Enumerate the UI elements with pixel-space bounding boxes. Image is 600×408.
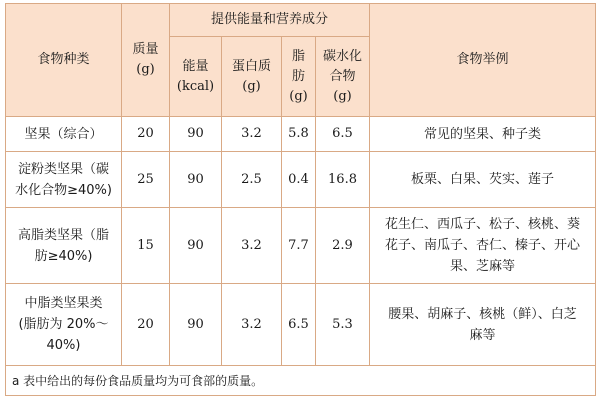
header-carb-line1: 碳水化 (323, 48, 363, 64)
row-category-line: 中脂类坚果类 (24, 296, 103, 311)
row-examples (370, 208, 596, 284)
header-category: 食物种类 (6, 4, 122, 117)
row-examples-line: 常见的坚果、种子类 (424, 126, 542, 142)
row-carb: 2.9 (316, 208, 370, 284)
row-fat: 0.4 (282, 152, 316, 208)
row-category-line: 坚果（综合） (24, 126, 103, 142)
row-energy: 90 (170, 117, 222, 152)
header-weight-label: 质量 (132, 42, 159, 57)
row-category (6, 208, 122, 284)
row-category-line: 40%) (46, 338, 81, 353)
row-examples-line: 腰果、胡麻子、核桃（鲜）、白芝 (388, 306, 577, 322)
header-fat-unit: (g) (289, 88, 308, 104)
row-fat: 6.5 (282, 284, 316, 366)
header-weight-unit: (g) (136, 62, 155, 77)
row-weight: 20 (122, 284, 170, 366)
nutrition-table-container (5, 3, 595, 405)
row-examples-line: 花生仁、西瓜子、松子、核桃、葵 (385, 217, 581, 232)
header-energy (170, 37, 222, 117)
row-examples-line: 麻等 (469, 327, 496, 343)
row-weight: 25 (122, 152, 170, 208)
row-protein: 3.2 (222, 117, 282, 152)
row-examples (370, 117, 596, 152)
header-carb (316, 37, 370, 117)
row-protein: 2.5 (222, 152, 282, 208)
header-fat-line1: 脂 (291, 48, 305, 64)
row-examples-line: 花子、南瓜子、杏仁、榛子、开心 (385, 238, 581, 253)
row-category-line: (脂肪为 20%～ (18, 317, 109, 332)
header-group: 提供能量和营养成分 (170, 4, 370, 37)
row-category-line: 淀粉类坚果（碳 (17, 161, 109, 177)
header-protein-unit: (g) (242, 78, 261, 94)
header-protein (222, 37, 282, 117)
row-energy: 90 (170, 152, 222, 208)
row-category-line: 高脂类坚果（脂 (17, 227, 109, 243)
row-weight: 15 (122, 208, 170, 284)
row-category (6, 152, 122, 208)
header-examples: 食物举例 (370, 4, 596, 117)
row-category-line: 肪≥40%) (34, 248, 93, 264)
row-energy: 90 (170, 208, 222, 284)
header-energy-unit: (kcal) (176, 78, 215, 94)
row-examples (370, 284, 596, 366)
row-protein: 3.2 (222, 284, 282, 366)
footnote-row (6, 366, 596, 396)
table-row (6, 208, 596, 284)
row-carb: 16.8 (316, 152, 370, 208)
row-fat: 5.8 (282, 117, 316, 152)
row-carb: 6.5 (316, 117, 370, 152)
header-fat (282, 37, 316, 117)
row-examples-line: 果、芝麻等 (450, 259, 516, 274)
row-carb: 5.3 (316, 284, 370, 366)
row-examples-line: 板栗、白果、芡实、莲子 (411, 172, 555, 187)
row-weight: 20 (122, 117, 170, 152)
nut-serving-table (5, 3, 596, 396)
row-examples (370, 152, 596, 208)
header-fat-line2: 肪 (291, 68, 305, 84)
header-energy-label: 能量 (182, 58, 209, 74)
table-row (6, 284, 596, 366)
header-carb-unit: (g) (333, 88, 352, 104)
header-weight (122, 4, 170, 117)
table-row (6, 152, 596, 208)
row-category (6, 284, 122, 366)
footnote: a 表中给出的每份食品质量均为可食部的质量。 (6, 366, 596, 396)
row-energy: 90 (170, 284, 222, 366)
row-protein: 3.2 (222, 208, 282, 284)
header-protein-label: 蛋白质 (231, 58, 271, 74)
row-category (6, 117, 122, 152)
header-carb-line2: 合物 (329, 68, 356, 84)
row-category-line: 水化合物≥40%) (15, 182, 112, 198)
table-row (6, 117, 596, 152)
row-fat: 7.7 (282, 208, 316, 284)
